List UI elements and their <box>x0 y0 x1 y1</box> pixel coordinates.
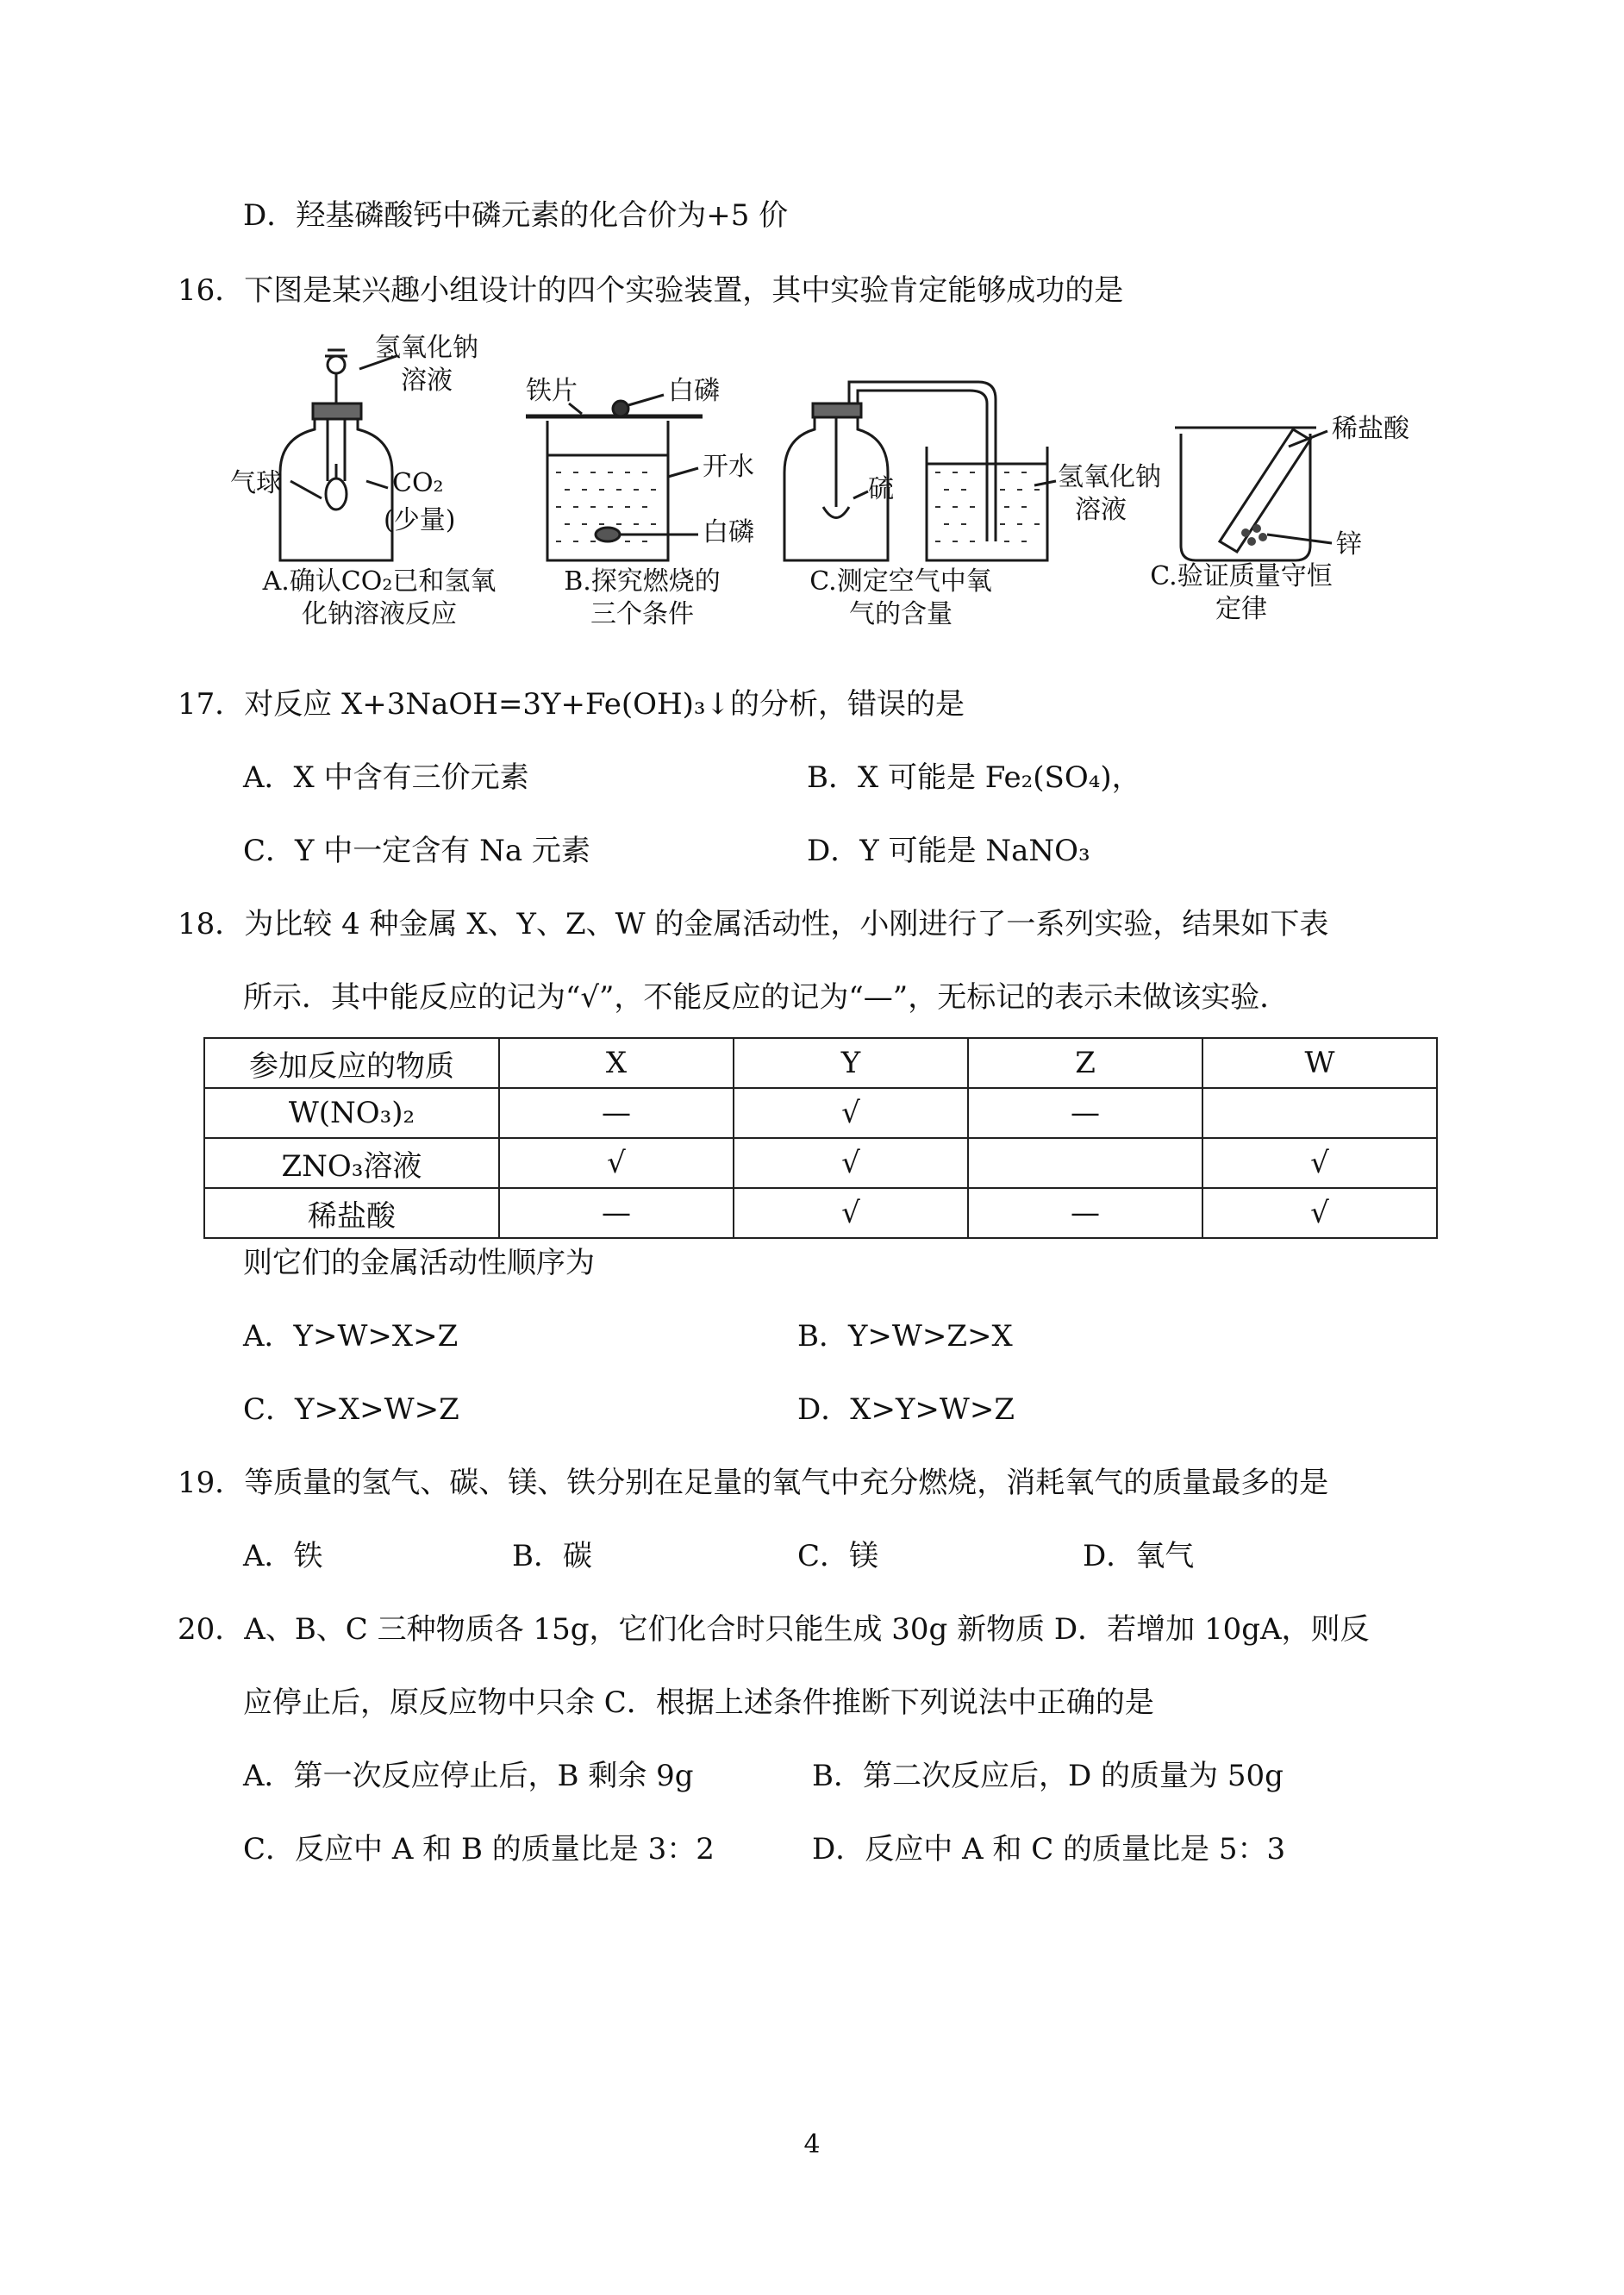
caption-a <box>220 566 539 631</box>
label-a-naoh-1: 氢氧化钠 <box>375 333 478 363</box>
q15-option-d: D．羟基磷酸钙中磷元素的化合价为+5 价 <box>243 198 789 233</box>
q20-option-c: C．反应中 A 和 B 的质量比是 3：2 <box>243 1832 715 1867</box>
label-c-sulfur: 硫 <box>868 474 894 504</box>
table-cell: √ <box>1202 1138 1437 1188</box>
q16-stem: 16．下图是某兴趣小组设计的四个实验装置，其中实验肯定能够成功的是 <box>178 273 1124 308</box>
caption-c <box>780 566 1021 631</box>
q17-option-a: A．X 中含有三价元素 <box>243 760 529 795</box>
caption-c-line-1: C.测定空气中氧 <box>809 566 992 597</box>
apparatus-d <box>1175 428 1332 560</box>
label-c-naoh-2: 溶液 <box>1075 495 1127 525</box>
table-cell: — <box>499 1088 734 1138</box>
label-a-co2: CO₂ <box>392 468 444 498</box>
table-row <box>204 1138 1437 1188</box>
q18-stem-line-1: 18．为比较 4 种金属 X、Y、Z、W 的金属活动性，小刚进行了一系列实验，结果如下表 <box>178 907 1329 941</box>
q19-option-b: B．碳 <box>512 1539 592 1573</box>
apparatus-b <box>526 395 703 560</box>
table-row <box>204 1188 1437 1238</box>
label-a-naoh-2: 溶液 <box>401 366 453 396</box>
caption-b <box>543 566 741 631</box>
table-cell <box>1202 1088 1437 1138</box>
label-b-boiling-water: 开水 <box>703 452 754 482</box>
q19-option-d: D．氧气 <box>1083 1539 1195 1573</box>
table-cell: √ <box>1202 1188 1437 1238</box>
q18-option-d: D．X>Y>W>Z <box>797 1392 1015 1427</box>
table-cell: W(NO₃)₂ <box>204 1088 499 1138</box>
table-cell: ZNO₃溶液 <box>204 1138 499 1188</box>
table-row <box>204 1088 1437 1138</box>
table-cell: — <box>968 1188 1202 1238</box>
apparatus-a <box>280 350 397 560</box>
q18-option-c: C．Y>X>W>Z <box>243 1392 459 1427</box>
experiment-figure <box>220 335 1435 653</box>
table-cell <box>968 1138 1202 1188</box>
caption-d <box>1116 560 1366 626</box>
label-d-zinc: 锌 <box>1336 529 1362 560</box>
table-cell: — <box>968 1088 1202 1138</box>
q18-option-a: A．Y>W>X>Z <box>243 1319 459 1354</box>
caption-b-line-2: 三个条件 <box>590 599 694 629</box>
table-header-cell: 参加反应的物质 <box>204 1038 499 1088</box>
q19-option-a: A．铁 <box>243 1539 323 1573</box>
table-cell: 稀盐酸 <box>204 1188 499 1238</box>
q20-option-a: A．第一次反应停止后，B 剩余 9g <box>243 1759 694 1793</box>
table-cell: — <box>499 1188 734 1238</box>
table-cell: √ <box>734 1188 968 1238</box>
label-b-white-phosphorus-top: 白磷 <box>668 376 720 406</box>
table-header-row <box>204 1038 1437 1088</box>
page-number: 4 <box>803 2129 821 2160</box>
label-b-iron-sheet: 铁片 <box>526 376 578 406</box>
table-header-cell: X <box>499 1038 734 1088</box>
q19-stem: 19．等质量的氢气、碳、镁、铁分别在足量的氧气中充分燃烧，消耗氧气的质量最多的是 <box>178 1466 1329 1500</box>
label-a-balloon: 气球 <box>230 468 282 498</box>
table-header-cell: Z <box>968 1038 1202 1088</box>
q20-stem-line-1: 20．A、B、C 三种物质各 15g，它们化合时只能生成 30g 新物质 D．若增加 10gA，则反 <box>178 1612 1370 1647</box>
q20-option-b: B．第二次反应后，D 的质量为 50g <box>812 1759 1284 1793</box>
reaction-table <box>203 1037 1438 1239</box>
table-header-cell: W <box>1202 1038 1437 1088</box>
table-header-cell: Y <box>734 1038 968 1088</box>
caption-d-line-1: C.验证质量守恒 <box>1150 561 1333 591</box>
table-cell: √ <box>734 1088 968 1138</box>
q18-stem-line-2: 所示．其中能反应的记为“√”，不能反应的记为“—”，无标记的表示未做该实验． <box>243 980 1290 1015</box>
q17-stem: 17．对反应 X+3NaOH=3Y+Fe(OH)₃↓的分析，错误的是 <box>178 687 965 722</box>
q17-option-c: C．Y 中一定含有 Na 元素 <box>243 834 590 868</box>
q19-option-c: C．镁 <box>797 1539 879 1573</box>
label-c-naoh-1: 氢氧化钠 <box>1058 462 1161 492</box>
table-cell: √ <box>499 1138 734 1188</box>
caption-a-line-1: A.确认CO₂已和氢氧 <box>262 566 497 597</box>
q18-option-b: B．Y>W>Z>X <box>797 1319 1013 1354</box>
table-cell: √ <box>734 1138 968 1188</box>
q17-option-b: B．X 可能是 Fe₂(SO₄)， <box>807 760 1141 795</box>
label-a-small-amount: (少量) <box>384 505 456 535</box>
q20-stem-line-2: 应停止后，原反应物中只余 C．根据上述条件推断下列说法中正确的是 <box>243 1685 1154 1720</box>
label-b-white-phosphorus-bottom: 白磷 <box>703 517 754 547</box>
q20-option-d: D．反应中 A 和 C 的质量比是 5：3 <box>812 1832 1286 1867</box>
caption-d-line-2: 定律 <box>1215 594 1267 624</box>
caption-a-line-2: 化钠溶液反应 <box>302 599 457 629</box>
label-d-dilute-hcl: 稀盐酸 <box>1332 414 1409 444</box>
q17-option-d: D．Y 可能是 NaNO₃ <box>807 834 1090 868</box>
caption-c-line-2: 气的含量 <box>849 599 953 629</box>
caption-b-line-1: B.探究燃烧的 <box>564 566 721 597</box>
q18-follow-text: 则它们的金属活动性顺序为 <box>243 1246 595 1280</box>
apparatus-c <box>784 382 1056 560</box>
